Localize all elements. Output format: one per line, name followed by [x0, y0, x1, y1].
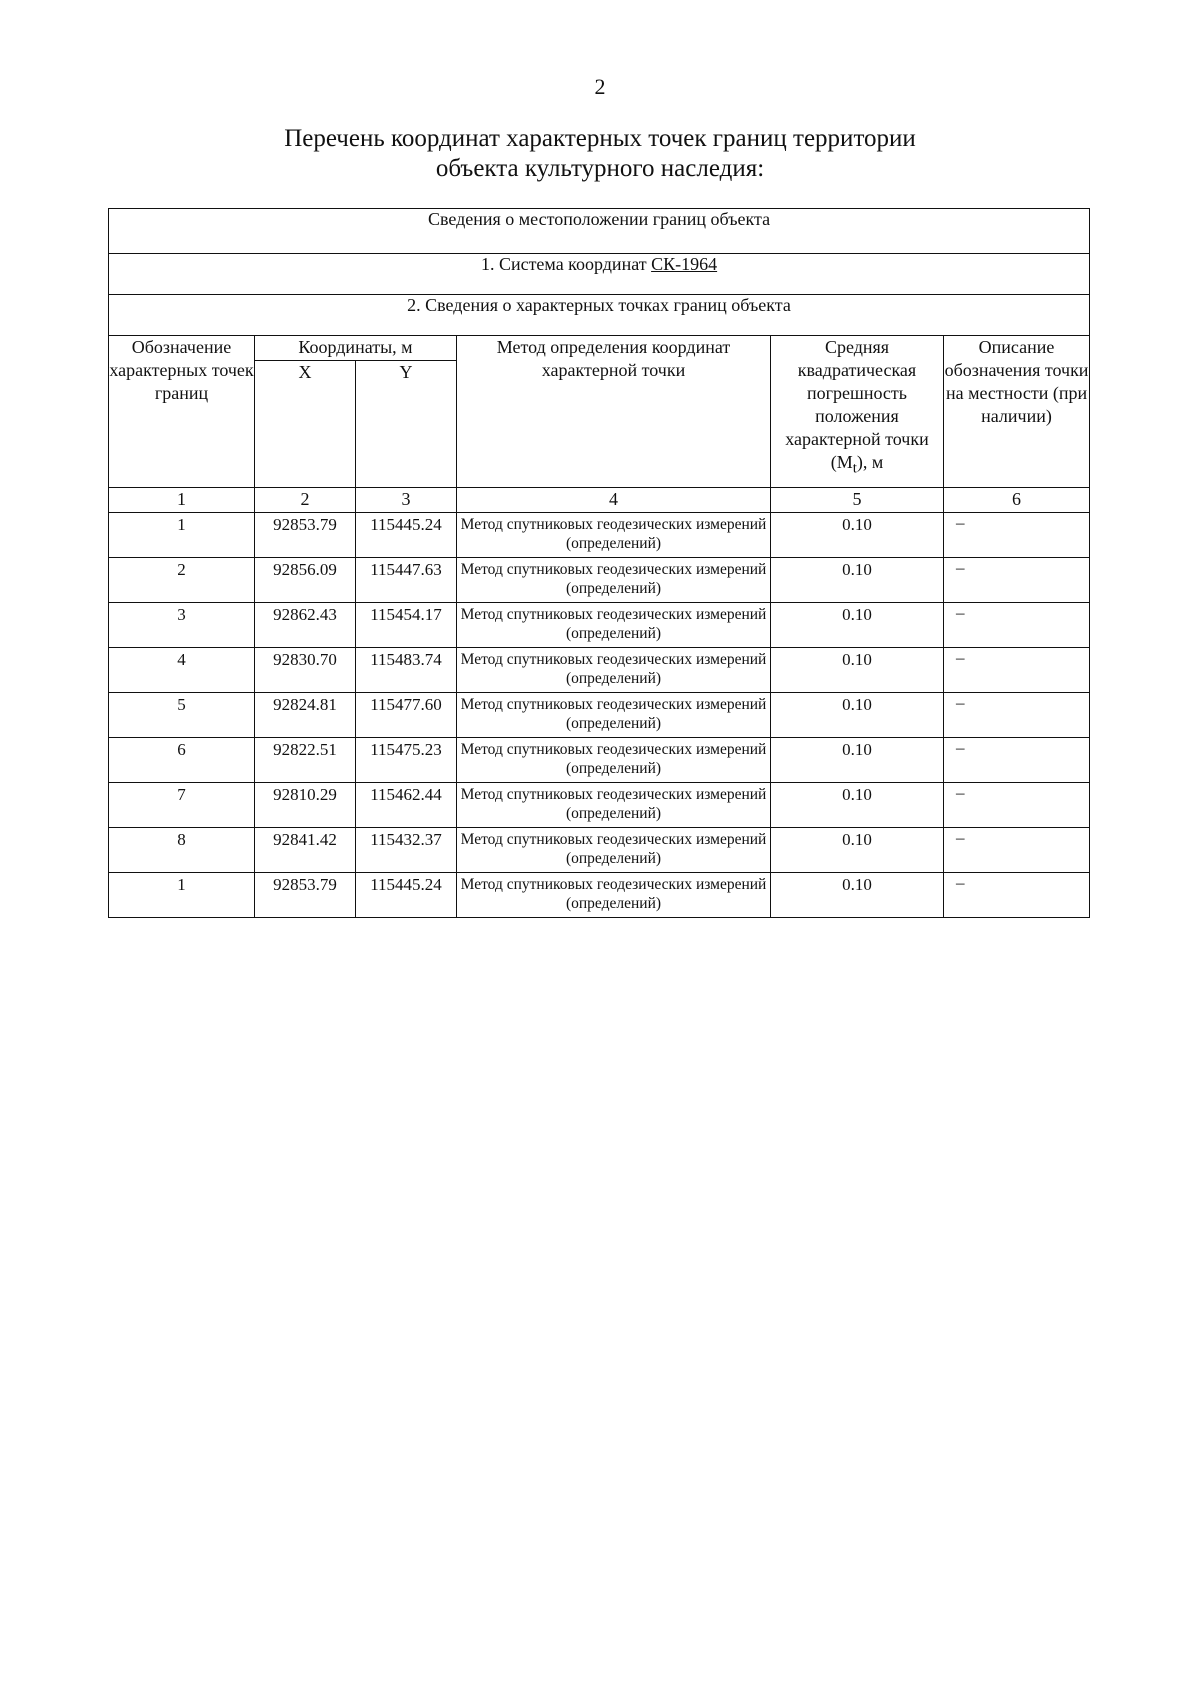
table-row	[109, 828, 1090, 873]
method: Метод спутниковых геодезических измерений (определений)	[457, 783, 771, 828]
mean-error: 0.10	[771, 783, 944, 828]
point-description: –	[944, 513, 1090, 558]
method: Метод спутниковых геодезических измерений (определений)	[457, 693, 771, 738]
document-title-line-1: Перечень координат характерных точек границ территории	[284, 125, 916, 152]
header-error-subscript: t	[852, 460, 857, 477]
header-error	[771, 336, 944, 488]
point-id: 6	[109, 738, 255, 783]
column-number: 6	[944, 488, 1090, 513]
point-id: 4	[109, 648, 255, 693]
document-title-line-2: объекта культурного наследия:	[435, 155, 765, 182]
table-row	[109, 648, 1090, 693]
point-description: –	[944, 783, 1090, 828]
table-row	[109, 873, 1090, 918]
coordinates-table	[108, 208, 1090, 918]
table-row	[109, 738, 1090, 783]
column-number: 4	[457, 488, 771, 513]
document-title	[0, 124, 1200, 184]
column-number: 5	[771, 488, 944, 513]
point-description: –	[944, 873, 1090, 918]
point-description: –	[944, 648, 1090, 693]
mean-error: 0.10	[771, 603, 944, 648]
mean-error: 0.10	[771, 648, 944, 693]
method: Метод спутниковых геодезических измерений (определений)	[457, 603, 771, 648]
coord-y: 115477.60	[356, 693, 457, 738]
coord-x: 92853.79	[255, 513, 356, 558]
method: Метод спутниковых геодезических измерений (определений)	[457, 738, 771, 783]
header-designation: Обозначение характерных точек границ	[109, 336, 255, 488]
coord-y: 115454.17	[356, 603, 457, 648]
mean-error: 0.10	[771, 828, 944, 873]
header-coordinates: Координаты, м	[255, 336, 457, 361]
method: Метод спутниковых геодезических измерений (определений)	[457, 873, 771, 918]
method: Метод спутниковых геодезических измерений (определений)	[457, 558, 771, 603]
point-id: 8	[109, 828, 255, 873]
method: Метод спутниковых геодезических измерений (определений)	[457, 828, 771, 873]
column-number: 1	[109, 488, 255, 513]
point-id: 5	[109, 693, 255, 738]
point-id: 3	[109, 603, 255, 648]
point-id: 2	[109, 558, 255, 603]
section-title: Сведения о местоположении границ объекта	[109, 209, 1090, 254]
table-row	[109, 783, 1090, 828]
point-description: –	[944, 558, 1090, 603]
table-row	[109, 558, 1090, 603]
header-row-1	[109, 336, 1090, 361]
header-method: Метод определения координат характерной точки	[457, 336, 771, 488]
point-description: –	[944, 738, 1090, 783]
coord-x: 92822.51	[255, 738, 356, 783]
coordinate-system	[109, 254, 1090, 295]
coord-y: 115445.24	[356, 873, 457, 918]
header-description: Описание обозначения точки на местности (при наличии)	[944, 336, 1090, 488]
table-row	[109, 513, 1090, 558]
header-error-tail: ), м	[856, 452, 884, 472]
coord-y: 115475.23	[356, 738, 457, 783]
mean-error: 0.10	[771, 738, 944, 783]
coord-x: 92824.81	[255, 693, 356, 738]
coord-x: 92853.79	[255, 873, 356, 918]
point-id: 7	[109, 783, 255, 828]
point-description: –	[944, 693, 1090, 738]
header-x: X	[255, 361, 356, 488]
column-numbers-row	[109, 488, 1090, 513]
points-info-row	[109, 295, 1090, 336]
mean-error: 0.10	[771, 513, 944, 558]
table-row	[109, 603, 1090, 648]
coord-x: 92830.70	[255, 648, 356, 693]
coord-x: 92862.43	[255, 603, 356, 648]
mean-error: 0.10	[771, 558, 944, 603]
coord-x: 92856.09	[255, 558, 356, 603]
page-number: 2	[594, 74, 606, 99]
coord-y: 115462.44	[356, 783, 457, 828]
coord-y: 115445.24	[356, 513, 457, 558]
table-row	[109, 693, 1090, 738]
header-error-text: Средняя квадратическая погрешность положения характерной точки (M	[785, 337, 929, 472]
column-number: 2	[255, 488, 356, 513]
coordinate-system-label: 1. Система координат	[480, 254, 652, 274]
points-info-label: 2. Сведения о характерных точках границ объекта	[109, 295, 1090, 336]
coordinate-system-value: СК-1964	[651, 254, 718, 274]
coord-y: 115447.63	[356, 558, 457, 603]
coord-y: 115483.74	[356, 648, 457, 693]
column-number: 3	[356, 488, 457, 513]
coord-y: 115432.37	[356, 828, 457, 873]
point-id: 1	[109, 873, 255, 918]
method: Метод спутниковых геодезических измерений (определений)	[457, 648, 771, 693]
mean-error: 0.10	[771, 873, 944, 918]
mean-error: 0.10	[771, 693, 944, 738]
point-description: –	[944, 828, 1090, 873]
coord-x: 92810.29	[255, 783, 356, 828]
header-y: Y	[356, 361, 457, 488]
method: Метод спутниковых геодезических измерений (определений)	[457, 513, 771, 558]
point-id: 1	[109, 513, 255, 558]
coordinate-system-row	[109, 254, 1090, 295]
point-description: –	[944, 603, 1090, 648]
section-title-row	[109, 209, 1090, 254]
coord-x: 92841.42	[255, 828, 356, 873]
